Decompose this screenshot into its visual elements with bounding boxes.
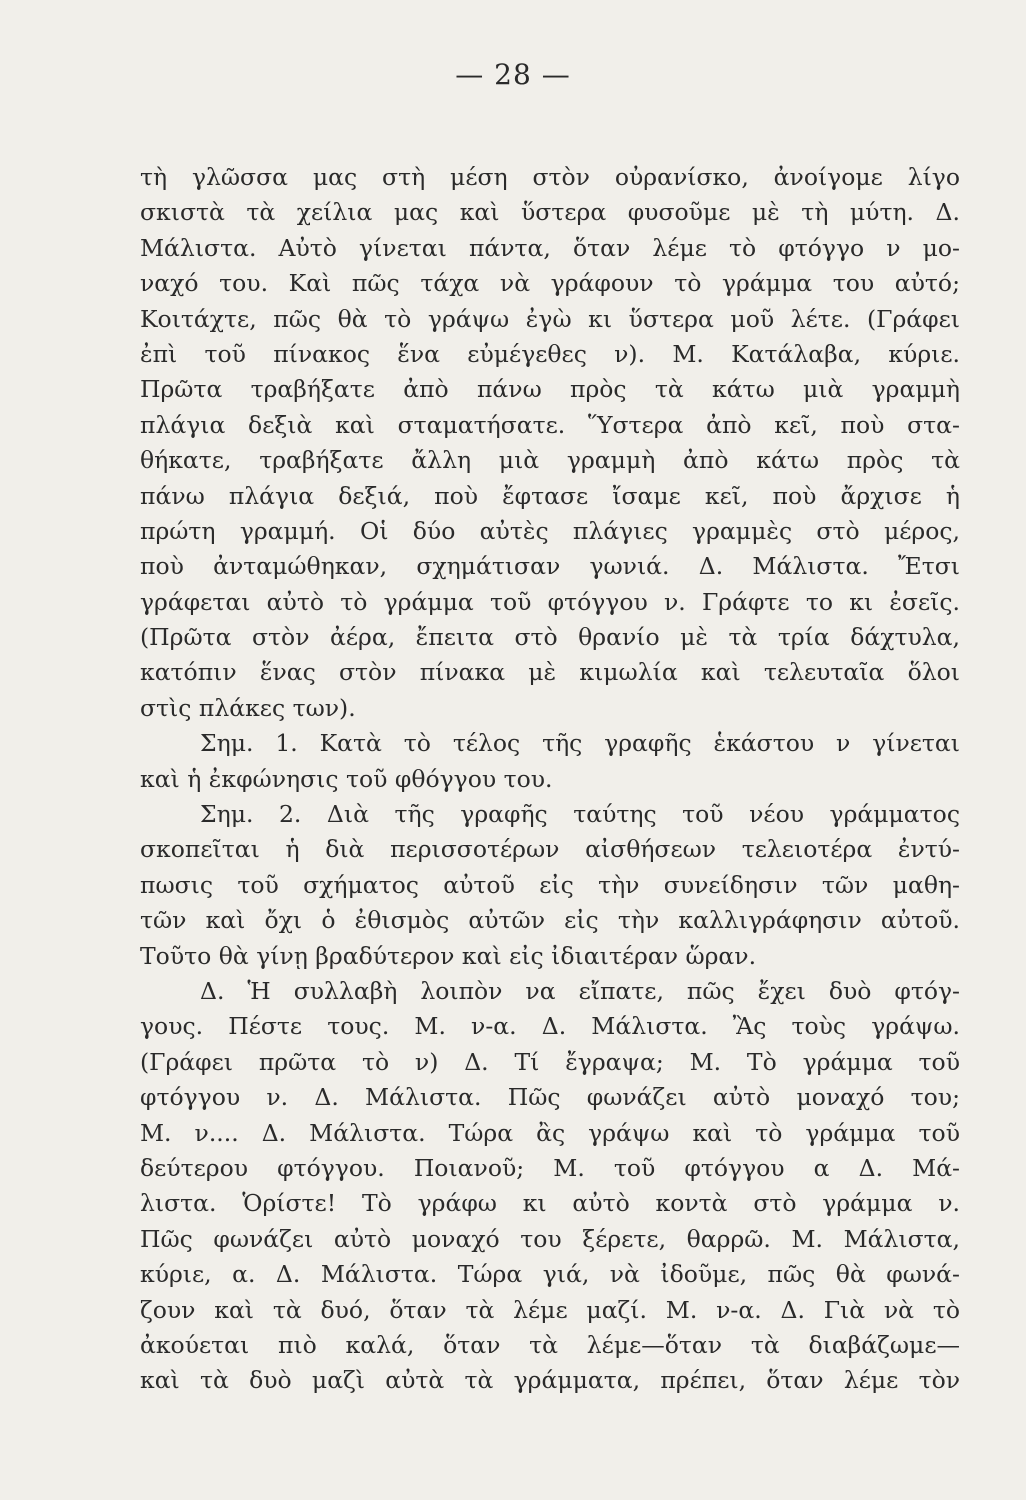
text-line: πρώτη γραμμή. Οἱ δύο αὐτὲς πλάγιες γραμμὲς στὸ μέρος, <box>140 516 960 545</box>
text-line: λιστα. Ὁρίστε! Τὸ γράφω κι αὐτὸ κοντὰ στὸ γράμμα ν. <box>140 1189 960 1218</box>
text-line: στὶς πλάκες των). <box>140 693 356 722</box>
text-line: ἐπὶ τοῦ πίνακος ἕνα εὐμέγεθες ν). Μ. Κατάλαβα, κύριε. <box>140 339 960 368</box>
text-line: κατόπιν ἕνας στὸν πίνακα μὲ κιμωλία καὶ τελευταῖα ὅλοι <box>140 658 960 687</box>
note-1-line: Σημ. 1. Κατὰ τὸ τέλος τῆς γραφῆς ἑκάστου ν γίνεται <box>200 729 960 758</box>
text-line: κύριε, α. Δ. Μάλιστα. Τώρα γιά, νὰ ἰδοῦμε, πῶς θὰ φωνά- <box>140 1260 960 1289</box>
body-text <box>140 160 960 1399</box>
text-line: πάνω πλάγια δεξιά, ποὺ ἔφτασε ἴσαμε κεῖ, ποὺ ἄρχισε ἡ <box>140 481 960 510</box>
text-line: Μάλιστα. Αὐτὸ γίνεται πάντα, ὅταν λέμε τὸ φτόγγο ν μο- <box>140 233 960 262</box>
text-line: γράφεται αὐτὸ τὸ γράμμα τοῦ φτόγγου ν. Γράφτε το κι ἐσεῖς. <box>140 587 960 616</box>
text-line: θήκατε, τραβήξατε ἄλλη μιὰ γραμμὴ ἀπὸ κάτω πρὸς τὰ <box>140 446 960 475</box>
text-line: δεύτερου φτόγγου. Ποιανοῦ; Μ. τοῦ φτόγγου α Δ. Μά- <box>140 1153 960 1182</box>
note-2-line: Σημ. 2. Διὰ τῆς γραφῆς ταύτης τοῦ νέου γράμματος <box>200 800 960 829</box>
text-line: καὶ τὰ δυὸ μαζὶ αὐτὰ τὰ γράμματα, πρέπει, ὅταν λέμε τὸν <box>140 1366 960 1395</box>
text-line: Δ. Ἡ συλλαβὴ λοιπὸν να εἴπατε, πῶς ἔχει δυὸ φτόγ- <box>200 976 960 1005</box>
text-line: γους. Πέστε τους. Μ. ν-α. Δ. Μάλιστα. Ἂς τοὺς γράψω. <box>140 1012 960 1041</box>
note-2-line: πωσις τοῦ σχήματος αὐτοῦ εἰς τὴν συνείδησιν τῶν μαθη- <box>140 870 960 899</box>
note-1-line: καὶ ἡ ἐκφώνησις τοῦ φθόγγου του. <box>140 764 553 793</box>
text-line: ποὺ ἀνταμώθηκαν, σχημάτισαν γωνιά. Δ. Μάλιστα. Ἔτσι <box>140 552 960 581</box>
text-line: ἀκούεται πιὸ καλά, ὅταν τὰ λέμε—ὅταν τὰ διαβάζωμε— <box>140 1330 960 1359</box>
text-line: Μ. ν.... Δ. Μάλιστα. Τώρα ἂς γράψω καὶ τὸ γράμμα τοῦ <box>140 1118 960 1147</box>
note-2-line: τῶν καὶ ὄχι ὁ ἐθισμὸς αὐτῶν εἰς τὴν καλλιγράφησιν αὐτοῦ. <box>140 906 960 935</box>
page-number: — 28 — <box>455 58 571 91</box>
text-line: Κοιτάχτε, πῶς θὰ τὸ γράψω ἐγὼ κι ὕστερα μοῦ λέτε. (Γράφει <box>140 304 960 333</box>
text-line: (Γράφει πρῶτα τὸ ν) Δ. Τί ἔγραψα; Μ. Τὸ γράμμα τοῦ <box>140 1047 960 1076</box>
note-2-line: σκοπεῖται ἡ διὰ περισσοτέρων αἰσθήσεων τελειοτέρα ἐντύ- <box>140 835 960 864</box>
text-line: ζουν καὶ τὰ δυό, ὅταν τὰ λέμε μαζί. Μ. ν-α. Δ. Γιὰ νὰ τὸ <box>140 1295 960 1324</box>
text-line: σκιστὰ τὰ χείλια μας καὶ ὕστερα φυσοῦμε μὲ τὴ μύτη. Δ. <box>140 198 960 227</box>
text-line: Πῶς φωνάζει αὐτὸ μοναχό του ξέρετε, θαρρῶ. Μ. Μάλιστα, <box>140 1224 960 1253</box>
note-2-line: Τοῦτο θὰ γίνῃ βραδύτερον καὶ εἰς ἰδιαιτέραν ὥραν. <box>140 941 757 970</box>
text-line: πλάγια δεξιὰ καὶ σταματήσατε. Ὕστερα ἀπὸ κεῖ, ποὺ στα- <box>140 410 960 439</box>
text-line: τὴ γλῶσσα μας στὴ μέση στὸν οὐρανίσκο, ἀνοίγομε λίγο <box>140 163 960 191</box>
text-line: ναχό του. Καὶ πῶς τάχα νὰ γράφουν τὸ γράμμα του αὐτό; <box>140 269 960 298</box>
text-line: (Πρῶτα στὸν ἀέρα, ἔπειτα στὸ θρανίο μὲ τὰ τρία δάχτυλα, <box>140 623 960 652</box>
text-line: φτόγγου ν. Δ. Μάλιστα. Πῶς φωνάζει αὐτὸ μοναχό του; <box>140 1083 960 1112</box>
text-line: Πρῶτα τραβήξατε ἀπὸ πάνω πρὸς τὰ κάτω μιὰ γραμμὴ <box>140 375 960 404</box>
